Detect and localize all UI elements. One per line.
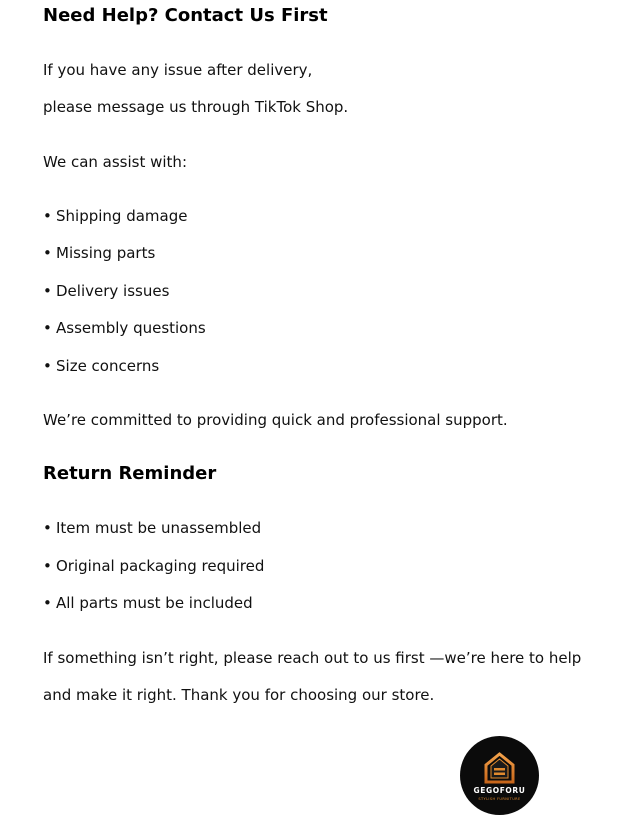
house-icon [484,752,515,784]
return-list-item [43,556,264,576]
bullet: • [43,557,52,575]
return-item-text: All parts must be included [56,594,253,612]
assist-item-text: Assembly questions [56,319,206,337]
bullet: • [43,357,52,375]
intro-line-2: please message us through TikTok Shop. [43,98,349,116]
assist-label: We can assist with: [43,153,187,171]
bullet: • [43,282,52,300]
bullet: • [43,207,52,225]
assist-item-text: Missing parts [56,244,156,262]
return-list-item [43,518,261,538]
assist-list-item [43,318,206,338]
assist-list-item [43,356,159,376]
commitment-text: We’re committed to providing quick and professional support. [43,411,508,429]
assist-item-text: Shipping damage [56,207,188,225]
return-item-text: Original packaging required [56,557,265,575]
closing-line-2: and make it right. Thank you for choosing our store. [43,686,435,704]
assist-item-text: Delivery issues [56,282,170,300]
logo-brand-name: GEGOFORU [473,786,526,795]
brand-logo [460,736,539,815]
bullet: • [43,594,52,612]
assist-list-item [43,206,187,226]
bullet: • [43,519,52,537]
assist-list-item [43,281,169,301]
logo-tagline: STYLISH FURNITURE [478,797,521,801]
return-heading: Return Reminder [43,463,217,484]
assist-item-text: Size concerns [56,357,160,375]
return-list-item [43,593,253,613]
bullet: • [43,244,52,262]
help-heading: Need Help? Contact Us First [43,5,328,26]
intro-line-1: If you have any issue after delivery, [43,61,313,79]
closing-line-1: If something isn’t right, please reach out to us first —we’re here to help [43,649,582,667]
assist-list-item [43,243,155,263]
bullet: • [43,319,52,337]
return-item-text: Item must be unassembled [56,519,262,537]
